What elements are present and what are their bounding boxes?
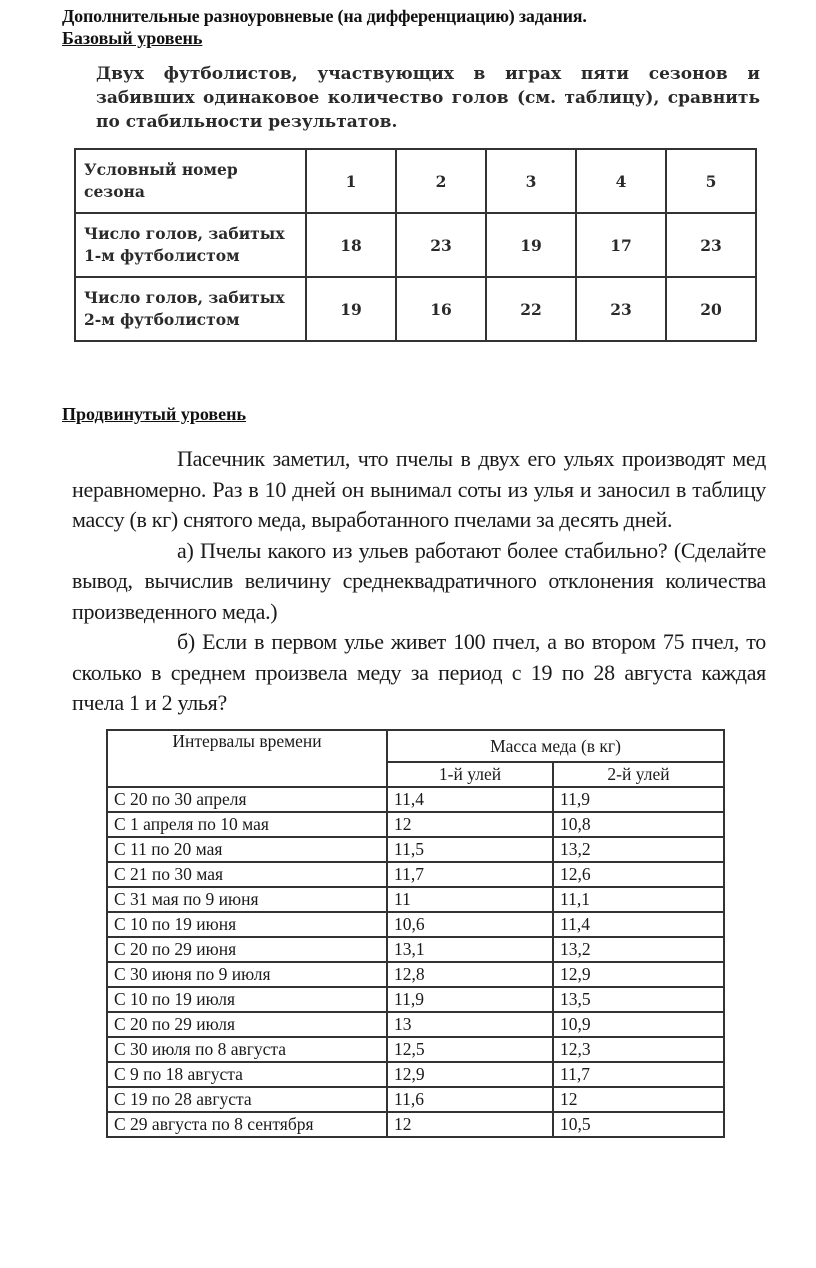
cell-interval: С 30 июля по 8 августа bbox=[107, 1037, 387, 1062]
cell-hive1: 12 bbox=[387, 812, 553, 837]
cell-hive1: 11,4 bbox=[387, 787, 553, 812]
col-header-mass: Масса меда (в кг) bbox=[387, 730, 724, 762]
cell-hive1: 11,5 bbox=[387, 837, 553, 862]
row-label: Условный номер сезона bbox=[75, 149, 306, 213]
basic-level-heading: Базовый уровень bbox=[62, 28, 203, 48]
cell-hive1: 12 bbox=[387, 1112, 553, 1137]
cell-hive2: 10,8 bbox=[553, 812, 724, 837]
cell-interval: С 1 апреля по 10 мая bbox=[107, 812, 387, 837]
row-label: Число голов, забитых 2-м футболистом bbox=[75, 277, 306, 341]
table-cell: 2 bbox=[396, 149, 486, 213]
cell-hive1: 12,8 bbox=[387, 962, 553, 987]
table-row bbox=[75, 213, 756, 277]
table-row bbox=[107, 787, 724, 812]
table-row bbox=[107, 962, 724, 987]
cell-hive2: 12,9 bbox=[553, 962, 724, 987]
cell-hive2: 11,7 bbox=[553, 1062, 724, 1087]
cell-hive2: 10,9 bbox=[553, 1012, 724, 1037]
table-cell: 23 bbox=[666, 213, 756, 277]
table-cell: 3 bbox=[486, 149, 576, 213]
task2-text bbox=[72, 444, 766, 719]
cell-hive1: 11,7 bbox=[387, 862, 553, 887]
cell-hive1: 12,5 bbox=[387, 1037, 553, 1062]
cell-interval: С 21 по 30 мая bbox=[107, 862, 387, 887]
task2-intro: Пасечник заметил, что пчелы в двух его ульях производят мед неравномерно. Раз в 10 дней он вынимал соты из улья и заносил в таблицу массу (в кг) снятого меда, выработанного пчелами за десять дней. bbox=[72, 446, 766, 532]
honey-mass-table bbox=[106, 729, 725, 1138]
table-row bbox=[107, 937, 724, 962]
table-row bbox=[107, 1037, 724, 1062]
table-cell: 20 bbox=[666, 277, 756, 341]
cell-hive1: 13,1 bbox=[387, 937, 553, 962]
cell-interval: С 31 мая по 9 июня bbox=[107, 887, 387, 912]
table-cell: 1 bbox=[306, 149, 396, 213]
cell-hive1: 11,9 bbox=[387, 987, 553, 1012]
table-row bbox=[107, 1012, 724, 1037]
task2-question-a: а) Пчелы какого из ульев работают более стабильно? (Сделайте вывод, вычислив величину среднеквадратичного отклонения количества произведенного меда.) bbox=[72, 537, 766, 624]
table-header-row bbox=[107, 730, 724, 762]
cell-hive2: 11,9 bbox=[553, 787, 724, 812]
table-row bbox=[107, 912, 724, 937]
cell-interval: С 19 по 28 августа bbox=[107, 1087, 387, 1112]
table-cell: 4 bbox=[576, 149, 666, 213]
cell-interval: С 20 по 29 июля bbox=[107, 1012, 387, 1037]
football-goals-table bbox=[74, 148, 757, 342]
table-cell: 22 bbox=[486, 277, 576, 341]
cell-interval: С 11 по 20 мая bbox=[107, 837, 387, 862]
cell-hive2: 10,5 bbox=[553, 1112, 724, 1137]
cell-hive2: 11,1 bbox=[553, 887, 724, 912]
table-row bbox=[107, 1112, 724, 1137]
table-row bbox=[107, 837, 724, 862]
col-header-hive2: 2-й улей bbox=[553, 762, 724, 787]
table-row bbox=[75, 277, 756, 341]
table-cell: 23 bbox=[576, 277, 666, 341]
cell-hive2: 13,5 bbox=[553, 987, 724, 1012]
cell-hive2: 11,4 bbox=[553, 912, 724, 937]
document-title: Дополнительные разноуровневые (на дифференциацию) задания. bbox=[62, 6, 587, 26]
cell-hive2: 12,6 bbox=[553, 862, 724, 887]
table-row bbox=[107, 1062, 724, 1087]
table-cell: 17 bbox=[576, 213, 666, 277]
cell-hive2: 13,2 bbox=[553, 937, 724, 962]
cell-hive1: 12,9 bbox=[387, 1062, 553, 1087]
cell-hive1: 10,6 bbox=[387, 912, 553, 937]
table-cell: 16 bbox=[396, 277, 486, 341]
cell-interval: С 20 по 29 июня bbox=[107, 937, 387, 962]
task1-text: Двух футболистов, участвующих в играх пяти сезонов и забивших одинаковое количество голов (см. таблицу), сравнить по стабильности результатов. bbox=[96, 64, 760, 132]
table-cell: 23 bbox=[396, 213, 486, 277]
table-cell: 19 bbox=[306, 277, 396, 341]
table-row bbox=[75, 149, 756, 213]
cell-hive2: 12,3 bbox=[553, 1037, 724, 1062]
task2-question-b: б) Если в первом улье живет 100 пчел, а во втором 75 пчел, то сколько в среднем произвела меду за период с 19 по 28 августа каждая пчела 1 и 2 улья? bbox=[72, 629, 766, 715]
col-header-interval: Интервалы времени bbox=[107, 730, 387, 787]
cell-interval: С 29 августа по 8 сентября bbox=[107, 1112, 387, 1137]
cell-interval: С 10 по 19 июня bbox=[107, 912, 387, 937]
table-cell: 19 bbox=[486, 213, 576, 277]
cell-interval: С 20 по 30 апреля bbox=[107, 787, 387, 812]
cell-interval: С 30 июня по 9 июля bbox=[107, 962, 387, 987]
cell-hive2: 13,2 bbox=[553, 837, 724, 862]
table-row bbox=[107, 1087, 724, 1112]
table-cell: 18 bbox=[306, 213, 396, 277]
col-header-hive1: 1-й улей bbox=[387, 762, 553, 787]
row-label: Число голов, забитых 1-м футболистом bbox=[75, 213, 306, 277]
cell-hive1: 13 bbox=[387, 1012, 553, 1037]
table-row bbox=[107, 887, 724, 912]
cell-hive1: 11 bbox=[387, 887, 553, 912]
cell-hive1: 11,6 bbox=[387, 1087, 553, 1112]
advanced-level-heading: Продвинутый уровень bbox=[62, 404, 246, 424]
cell-interval: С 10 по 19 июля bbox=[107, 987, 387, 1012]
cell-interval: С 9 по 18 августа bbox=[107, 1062, 387, 1087]
table-row bbox=[107, 862, 724, 887]
cell-hive2: 12 bbox=[553, 1087, 724, 1112]
table-row bbox=[107, 987, 724, 1012]
table-cell: 5 bbox=[666, 149, 756, 213]
table-row bbox=[107, 812, 724, 837]
